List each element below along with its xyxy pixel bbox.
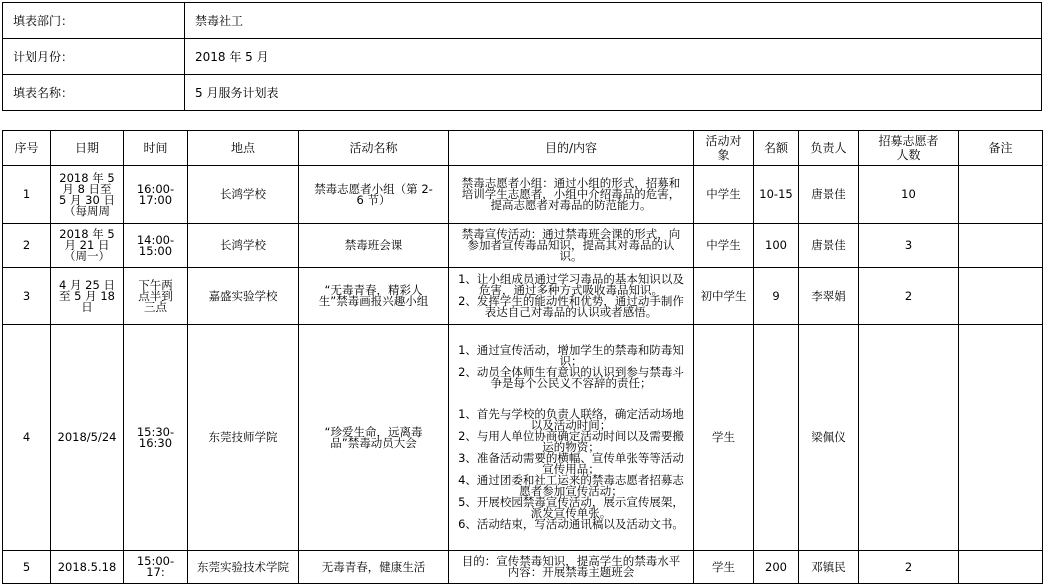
header-cell: 活动对象: [694, 131, 754, 166]
goal-paragraph: 目的：宣传禁毒知识，提高学生的禁毒水平: [461, 554, 681, 568]
plan-row: [3, 166, 1043, 224]
volunteers-cell: [859, 325, 959, 551]
header-cell: 时间: [124, 131, 188, 166]
activity-name-cell: 禁毒志愿者小组（第 2-6 节）: [299, 166, 449, 224]
goal-cell: [449, 325, 694, 551]
volunteers-cell: 2: [859, 551, 959, 584]
row-number-cell: 1: [3, 166, 51, 224]
quota-cell: 10-15: [754, 166, 799, 224]
target-cell: 学生: [694, 325, 754, 551]
target-cell: 中学生: [694, 224, 754, 268]
plan-row: [3, 268, 1043, 325]
header-cell: 负责人: [799, 131, 859, 166]
row-number-cell: 3: [3, 268, 51, 325]
goal-paragraph: 1、让小组成员通过学习毒品的基本知识以及危害，通过多种方式吸收毒品知识。: [458, 272, 684, 297]
goal-paragraph: 2、与用人单位协商确定活动时间以及需要搬运的物资；: [458, 429, 684, 454]
header-cell: 活动名称: [299, 131, 449, 166]
goal-paragraph: 5、开展校园禁毒宣传活动，展示宣传展架，派发宣传单张。: [458, 495, 684, 520]
info-label: 计划月份：: [3, 39, 185, 75]
goal-cell: [449, 551, 694, 584]
row-number-cell: 5: [3, 551, 51, 584]
time-cell: 14:00-15:00: [124, 224, 188, 268]
note-cell: [959, 325, 1043, 551]
target-cell: 学生: [694, 551, 754, 584]
quota-cell: 9: [754, 268, 799, 325]
place-cell: 嘉盛实验学校: [188, 268, 299, 325]
activity-name-cell: “无毒青春，精彩人生”禁毒画报兴趣小组: [299, 268, 449, 325]
place-cell: 长鸿学校: [188, 224, 299, 268]
info-value: 禁毒社工: [185, 3, 1042, 39]
volunteers-cell: 2: [859, 268, 959, 325]
header-cell: 日期: [51, 131, 124, 166]
info-row: [3, 39, 1042, 75]
plan-row: [3, 551, 1043, 584]
goal-paragraph: 1、首先与学校的负责人联络，确定活动场地以及活动时间；: [458, 407, 684, 432]
goal-paragraph: 6、活动结束，写活动通讯稿以及活动文书。: [458, 517, 684, 531]
plan-row: [3, 224, 1043, 268]
info-row: [3, 75, 1042, 111]
leader-cell: 邓镇民: [799, 551, 859, 584]
goal-paragraph: 禁毒宣传活动：通过禁毒班会课的形式，向参加者宣传毒品知识，提高其对毒品的认识。: [461, 227, 681, 263]
place-cell: 长鸿学校: [188, 166, 299, 224]
row-number-cell: 4: [3, 325, 51, 551]
date-cell: 2018 年 5 月 8 日至 5 月 30 日（每周周: [51, 166, 124, 224]
info-value: 5 月服务计划表: [185, 75, 1042, 111]
note-cell: [959, 224, 1043, 268]
info-table: [2, 2, 1042, 111]
activity-name-cell: “珍爱生命，远离毒品”禁毒动员大会: [299, 325, 449, 551]
goal-paragraph: 4、通过团委和社工运来的禁毒志愿者招募志愿者参加宣传活动；: [458, 473, 684, 498]
note-cell: [959, 166, 1043, 224]
leader-cell: 李翠娟: [799, 268, 859, 325]
info-value: 2018 年 5 月: [185, 39, 1042, 75]
goal-cell: [449, 224, 694, 268]
goal-cell: [449, 268, 694, 325]
plan-table: [2, 130, 1043, 584]
target-cell: 中学生: [694, 166, 754, 224]
quota-cell: [754, 325, 799, 551]
date-cell: 2018.5.18: [51, 551, 124, 584]
volunteers-cell: 3: [859, 224, 959, 268]
note-cell: [959, 551, 1043, 584]
header-cell: 招募志愿者人数: [859, 131, 959, 166]
activity-name-cell: 无毒青春，健康生活: [299, 551, 449, 584]
goal-paragraph: 2、动员全体师生有意识的认识到参与禁毒斗争是每个公民义不容辞的责任；: [458, 365, 684, 390]
goal-paragraph: 2、发挥学生的能动性和优势，通过动手制作表达自己对毒品的认识或者感悟。: [458, 294, 684, 319]
place-cell: 东莞实验技术学院: [188, 551, 299, 584]
goal-paragraph: 内容：开展禁毒主题班会: [507, 565, 635, 579]
date-cell: 2018/5/24: [51, 325, 124, 551]
header-cell: 序号: [3, 131, 51, 166]
info-label: 填表名称：: [3, 75, 185, 111]
date-cell: 4 月 25 日至 5 月 18 日: [51, 268, 124, 325]
time-cell: 下午两点半到三点: [124, 268, 188, 325]
plan-row: [3, 325, 1043, 551]
quota-cell: 100: [754, 224, 799, 268]
header-cell: 目的/内容: [449, 131, 694, 166]
header-row: [3, 131, 1043, 166]
time-cell: 16:00-17:00: [124, 166, 188, 224]
note-cell: [959, 268, 1043, 325]
info-label: 填表部门：: [3, 3, 185, 39]
place-cell: 东莞技师学院: [188, 325, 299, 551]
leader-cell: 梁佩仪: [799, 325, 859, 551]
header-cell: 名额: [754, 131, 799, 166]
activity-name-cell: 禁毒班会课: [299, 224, 449, 268]
goal-paragraph: 禁毒志愿者小组：通过小组的形式，招募和培训学生志愿者，小组中介绍毒品的危害，提高志愿者对毒品的防范能力。: [461, 176, 681, 212]
time-cell: 15:30-16:30: [124, 325, 188, 551]
header-cell: 备注: [959, 131, 1043, 166]
info-row: [3, 3, 1042, 39]
leader-cell: 唐景佳: [799, 224, 859, 268]
leader-cell: 唐景佳: [799, 166, 859, 224]
volunteers-cell: 10: [859, 166, 959, 224]
goal-cell: [449, 166, 694, 224]
quota-cell: 200: [754, 551, 799, 584]
row-number-cell: 2: [3, 224, 51, 268]
goal-paragraph: 1、通过宣传活动，增加学生的禁毒和防毒知识；: [458, 343, 684, 368]
time-cell: 15:00-17:: [124, 551, 188, 584]
goal-paragraph: 3、准备活动需要的横幅、宣传单张等等活动宣传用品；: [458, 451, 684, 476]
header-cell: 地点: [188, 131, 299, 166]
date-cell: 2018 年 5 月 21 日（周一）: [51, 224, 124, 268]
target-cell: 初中学生: [694, 268, 754, 325]
